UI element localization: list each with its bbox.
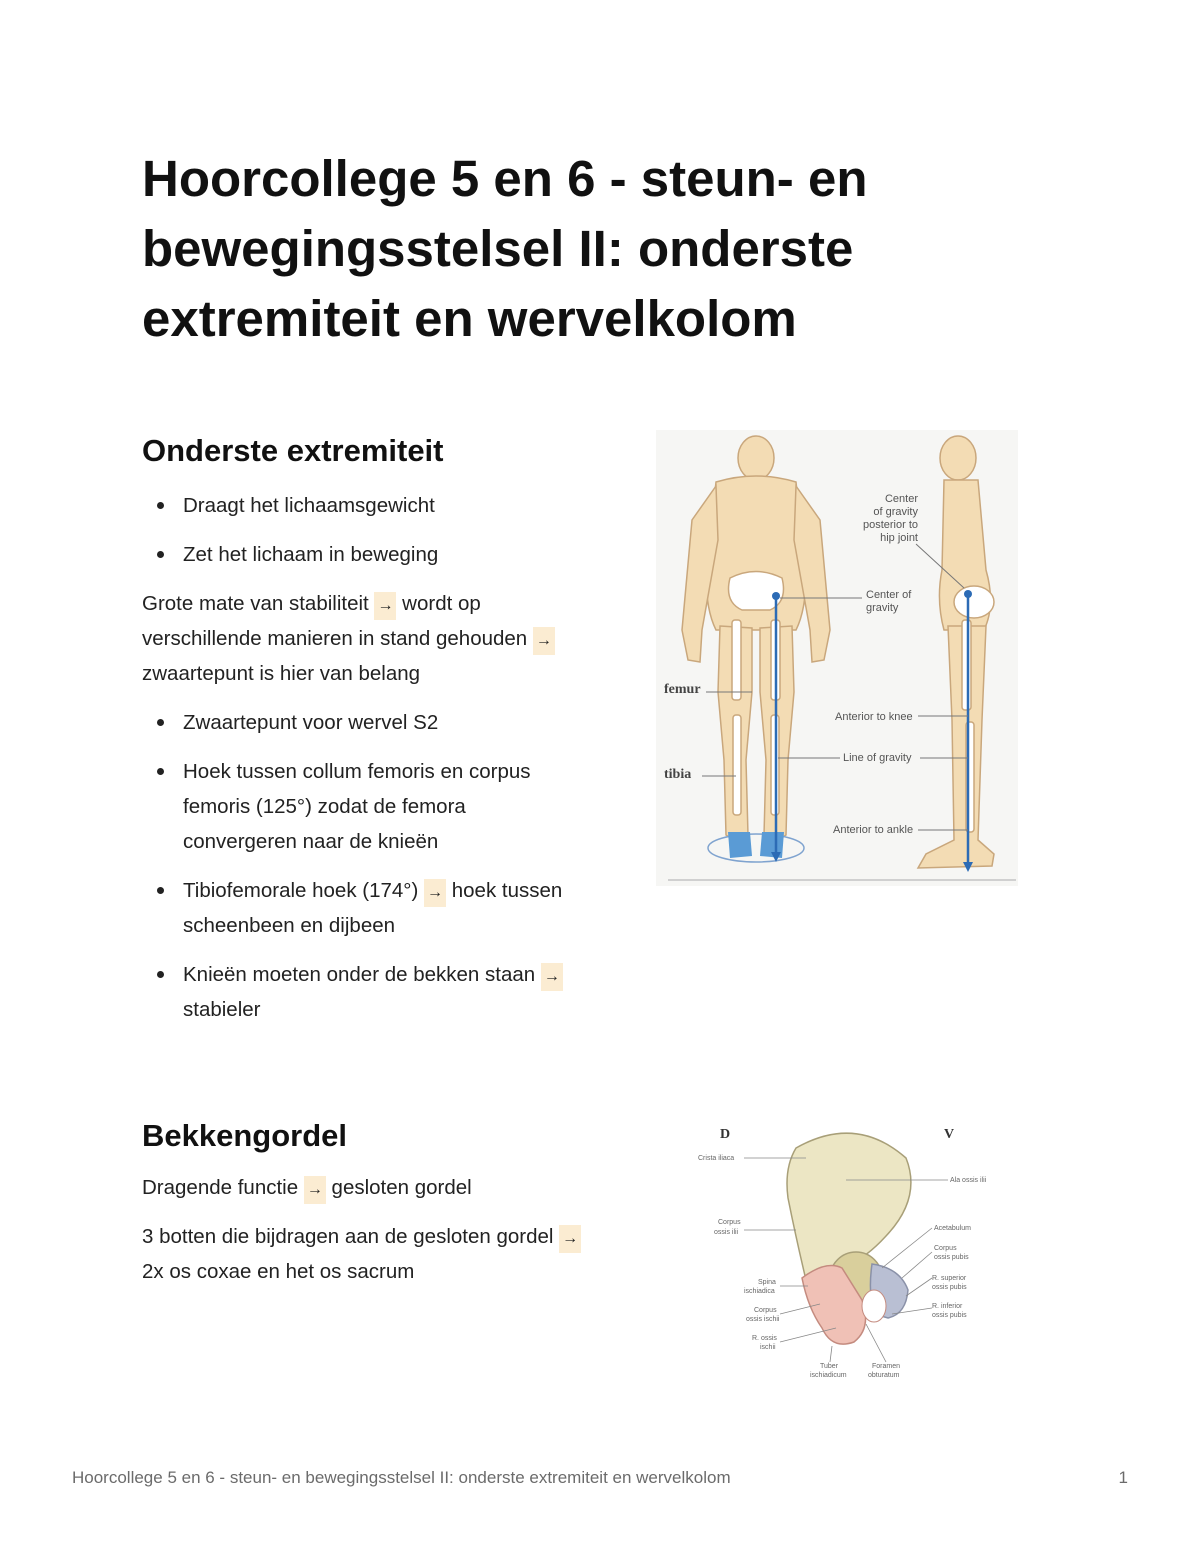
arrow-highlight: → xyxy=(374,592,396,620)
label-tuber-ischiadicum: Tuber xyxy=(820,1363,839,1370)
label-spina-ischiadica: Spina xyxy=(758,1279,776,1286)
label-dorsal: D xyxy=(720,1127,731,1142)
skeleton-gravity-illustration xyxy=(656,430,1018,886)
list-item: Hoek tussen collum femoris en corpus femoris (125°) zodat de femora convergeren naar de knieën xyxy=(183,754,582,859)
list-item: Zwaartepunt voor wervel S2 xyxy=(183,705,582,740)
label-r-superior-ossis-pubis: R. superior xyxy=(932,1275,967,1282)
label-corpus-ossis-ischii: Corpus xyxy=(754,1307,777,1314)
label-r-inferior-ossis-pubis: R. inferior xyxy=(932,1303,963,1310)
arrow-highlight: → xyxy=(304,1176,326,1204)
os-coxae-illustration xyxy=(696,1118,986,1386)
figure-os-coxae xyxy=(696,1118,986,1391)
svg-text:posterior to: posterior to xyxy=(862,519,918,531)
label-femur: femur xyxy=(664,682,701,697)
label-cog-posterior: Center xyxy=(884,493,918,505)
label-anterior-knee: Anterior to knee xyxy=(835,711,913,723)
label-acetabulum: Acetabulum xyxy=(934,1225,971,1232)
page-title: Hoorcollege 5 en 6 - steun- en bewegingsstelsel II: onderste extremiteit en wervelkolom xyxy=(142,150,868,347)
label-ventral: V xyxy=(944,1127,955,1142)
svg-text:ischii: ischii xyxy=(760,1344,776,1351)
list-item: Knieën moeten onder de bekken staan → stabieler xyxy=(183,957,582,1027)
section-heading-onderste-extremiteit: Onderste extremiteit xyxy=(142,433,444,468)
arrow-highlight: → xyxy=(533,627,555,655)
figure-line-of-gravity xyxy=(656,430,1018,891)
svg-text:ossis pubis: ossis pubis xyxy=(932,1284,967,1291)
arrow-highlight: → xyxy=(541,963,563,991)
arrow-highlight: → xyxy=(424,879,446,907)
label-foramen-obturatum: Foramen xyxy=(872,1363,901,1370)
arrow-highlight: → xyxy=(559,1225,581,1253)
footer-title: Hoorcollege 5 en 6 - steun- en bewegingsstelsel II: onderste extremiteit en wervelkolom xyxy=(72,1468,731,1487)
svg-text:obturatum: obturatum xyxy=(868,1372,900,1379)
bullet-list xyxy=(142,705,582,1027)
section-heading-bekkengordel: Bekkengordel xyxy=(142,1118,348,1153)
svg-text:of gravity: of gravity xyxy=(873,506,918,518)
list-item: Zet het lichaam in beweging xyxy=(183,537,582,572)
list-item: Tibiofemorale hoek (174°) → hoek tussen scheenbeen en dijbeen xyxy=(183,873,582,943)
bullet-list xyxy=(142,488,582,572)
label-ala-ossis-ilii: Ala ossis ilii xyxy=(950,1177,986,1184)
svg-text:gravity: gravity xyxy=(866,602,899,614)
svg-text:ossis ilii: ossis ilii xyxy=(714,1229,739,1236)
label-anterior-ankle: Anterior to ankle xyxy=(833,824,914,836)
paragraph-dragende-functie: Dragende functie → gesloten gordel xyxy=(142,1170,582,1205)
svg-text:ossis ischii: ossis ischii xyxy=(746,1316,780,1323)
paragraph-stabiliteit: Grote mate van stabiliteit → wordt op verschillende manieren in stand gehouden → zwaartepunt is hier van belang xyxy=(142,586,582,691)
svg-text:ossis pubis: ossis pubis xyxy=(934,1254,969,1261)
label-corpus-ossis-ilii: Corpus xyxy=(718,1219,741,1226)
list-item: Draagt het lichaamsgewicht xyxy=(183,488,582,523)
page-number: 1 xyxy=(1118,1468,1128,1487)
label-crista-iliaca: Crista iliaca xyxy=(698,1155,735,1162)
svg-text:ossis pubis: ossis pubis xyxy=(932,1312,967,1319)
svg-text:hip joint: hip joint xyxy=(880,532,918,544)
section-body-bekkengordel xyxy=(142,1170,582,1303)
label-r-ossis-ischii: R. ossis xyxy=(752,1335,777,1342)
svg-text:ischiadica: ischiadica xyxy=(744,1288,775,1295)
section-body-onderste-extremiteit xyxy=(142,488,582,1041)
label-line-of-gravity: Line of gravity xyxy=(843,752,912,764)
label-tibia: tibia xyxy=(664,767,692,782)
label-corpus-ossis-pubis: Corpus xyxy=(934,1245,957,1252)
paragraph-drie-botten: 3 botten die bijdragen aan de gesloten gordel → 2x os coxae en het os sacrum xyxy=(142,1219,582,1289)
label-center-of-gravity: Center of xyxy=(866,589,912,601)
svg-text:ischiadicum: ischiadicum xyxy=(810,1372,847,1379)
